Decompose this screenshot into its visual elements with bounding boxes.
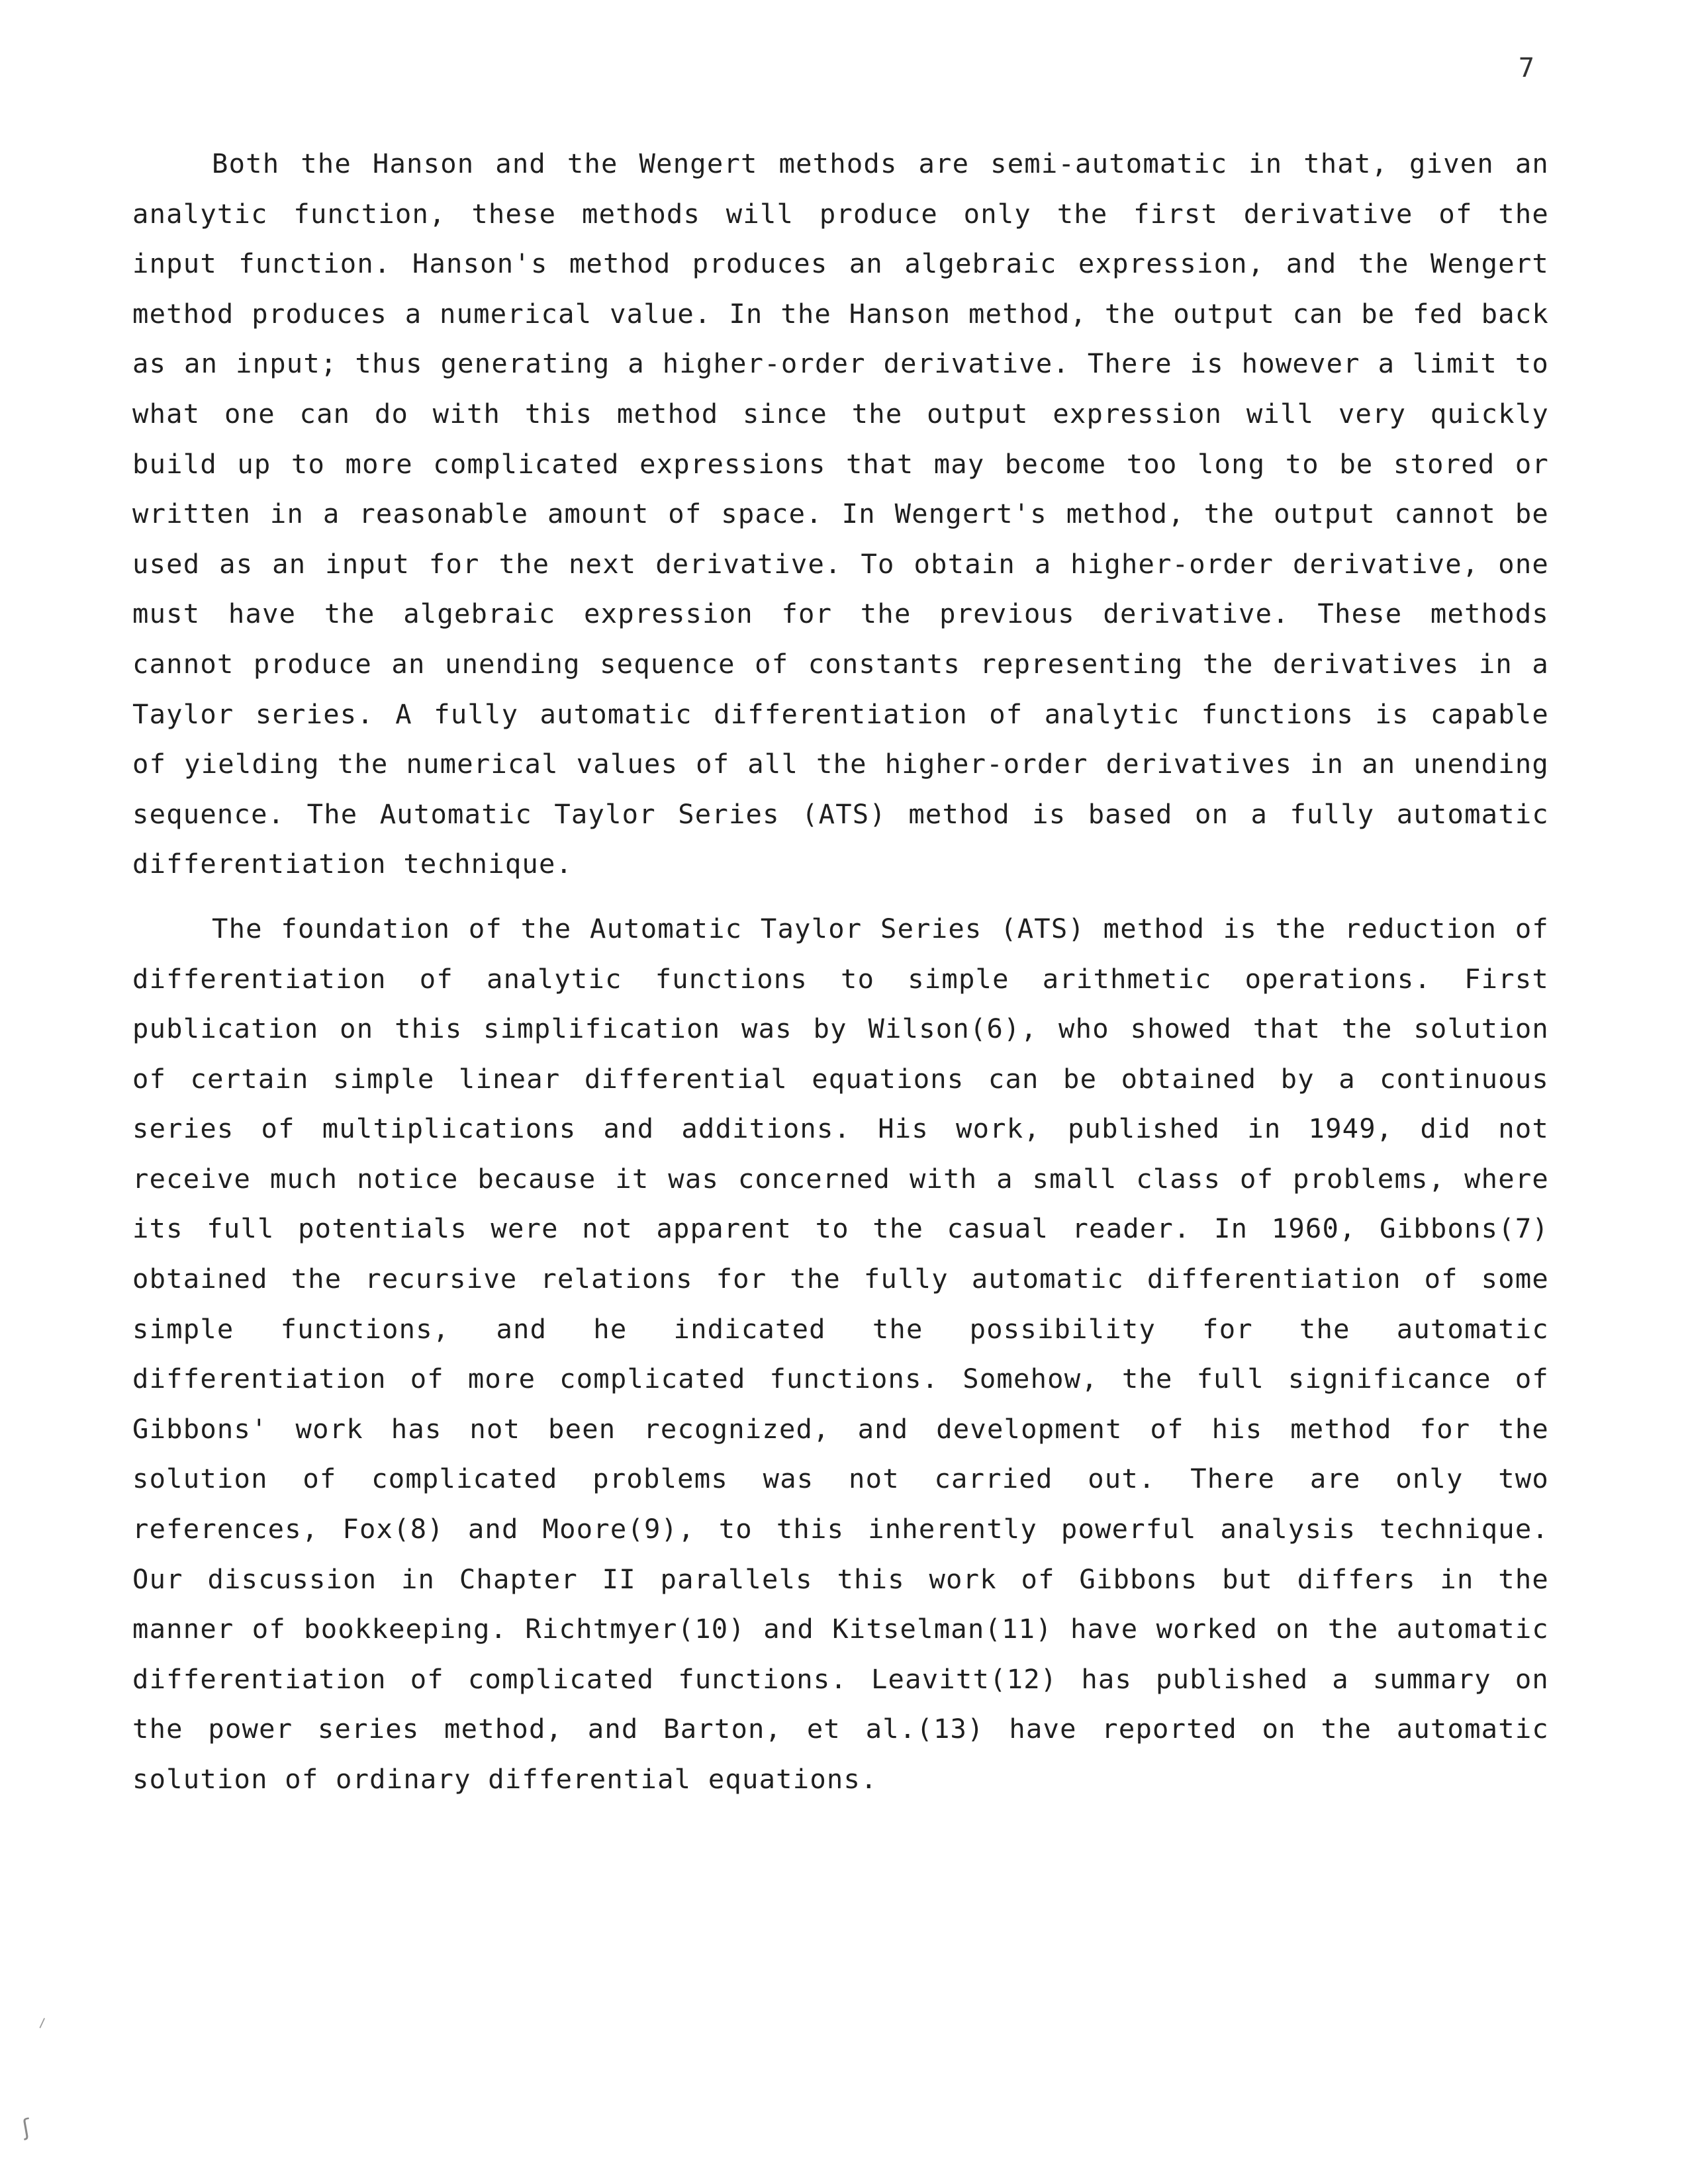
paragraph-ats-foundation: The foundation of the Automatic Taylor Series (ATS) method is the reduction of differentiation of analytic functions to simple arithmetic operations. First publication on this simplification was by Wilson(6), who showed that the solution of certain simple linear differential equations can be obtained by a continuous series of multiplications and additions. His work, published in 1949, did not receive much notice because it was concerned with a small class of problems, where its full potentials were not apparent to the casual reader. In 1960, Gibbons(7) obtained the recursive relations for the fully automatic differentiation of some simple functions, and he indicated the possibility for the automatic differentiation of more complicated functions. Somehow, the full significance of Gibbons' work has not been recognized, and development of his method for the solution of complicated problems was not carried out. There are only two references, Fox(8) and Moore(9), to this inherently powerful analysis technique. Our discussion in Chapter II parallels this work of Gibbons but differs in the manner of bookkeeping. Richtmyer(10) and Kitselman(11) have worked on the automatic differentiation of complicated functions. Leavitt(12) has published a summary on the power series method, and Barton, et al.(13) have reported on the automatic solution of ordinary differential equations. (132, 912, 1549, 1795)
paragraph-methods-comparison: Both the Hanson and the Wengert methods are semi-automatic in that, given an analytic function, these methods will produce only the first derivative of the input function. Hanson's method produces an algebraic expression, and the Wengert method produces a numerical value. In the Hanson method, the output can be fed back as an input; thus generating a higher-order derivative. There is however a limit to what one can do with this method since the output expression will very quickly build up to more complicated expressions that may become too long to be stored or written in a reasonable amount of space. In Wengert's method, the output cannot be used as an input for the next derivative. To obtain a higher-order derivative, one must have the algebraic expression for the previous derivative. These methods cannot produce an unending sequence of constants representing the derivatives in a Taylor series. A fully automatic differentiation of analytic functions is capable of yielding the numerical values of all the higher-order derivatives in an unending sequence. The Automatic Taylor Series (ATS) method is based on a fully automatic differentiation technique. (132, 148, 1549, 880)
margin-handwritten-mark: ʃ (20, 2114, 32, 2142)
page-number: 7 (1518, 53, 1536, 83)
body-text (132, 139, 1549, 1819)
margin-pencil-mark: ⸝ (30, 2004, 51, 2033)
